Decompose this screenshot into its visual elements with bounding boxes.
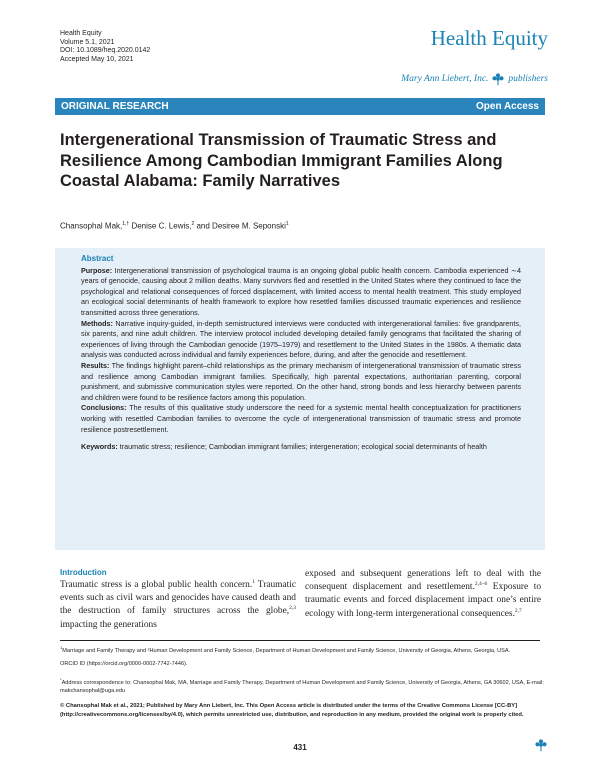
journal-meta	[60, 30, 150, 64]
keywords	[81, 442, 521, 453]
footnote-text: Marriage and Family Therapy and ²Human Development and Family Science, Department of Human Development and Family Science, University of Georgia, Athens, Georgia, USA.	[62, 647, 511, 654]
section-text: Intergenerational transmission of psychological trauma is an ongoing global public health concern. Cambodia experienced ∼4 years of genocide, causing about 2 million deaths. Many survivors fled and resettled in the United States where they continued to face the psychological and relational consequences of forced displacement, with limited access to mental health treatment. This study employed an ecological social determinants of health framework to explore how resettled families discussed traumatic experiences and resilience transmitted across three generations.	[81, 265, 521, 317]
citation: 2,7	[514, 607, 522, 614]
abstract-methods	[81, 319, 521, 361]
citation: 1	[252, 578, 255, 585]
journal-title: Health Equity	[430, 26, 548, 50]
meta-accepted: Accepted May 10, 2021	[60, 55, 134, 63]
intro-text: Exposure to traumatic events and forced displacement impact one’s entire ecology with long-term intergenerational consequences.	[305, 582, 542, 619]
section-text: The results of this qualitative study underscore the need for a systemic mental health conceptualization for practitioners working with resettled Cambodian families to overcome the cycle of intergenerational transmission of traumatic stress and promote resilience postresettlement.	[81, 403, 521, 434]
meta-doi: DOI: 10.1089/heq.2020.0142	[60, 47, 151, 55]
footnote-orcid	[60, 660, 545, 668]
flower-icon	[491, 72, 505, 86]
intro-left-column	[60, 568, 296, 632]
footnote-marker: *	[60, 677, 62, 682]
abstract-heading: Abstract	[81, 254, 114, 263]
license-statement: © Chansophal Mak et al., 2021; Published by Mary Ann Liebert, Inc. This Open Access article is distributed under the terms of the Creative Commons License [CC-BY] (http://creativecommons.org/licenses/by/4.0), which permits unrestricted use, distribution, and reproduction in any medium, provided the original work is properly cited.	[60, 703, 524, 718]
intro-text: Traumatic events such as civil wars and genocides have caused death and the destruction of family structures across the globe,	[60, 580, 296, 617]
section-label: Methods:	[81, 318, 113, 328]
abstract-results	[81, 361, 521, 403]
author-affiliation: 1,†	[122, 221, 130, 227]
abstract-purpose	[81, 266, 521, 319]
footnote-marker: 1	[60, 645, 63, 650]
abstract-box	[55, 248, 545, 550]
section-label: Results:	[81, 360, 110, 370]
author-name: and Desiree M. Seponski	[194, 221, 286, 231]
citation: 2,4–6	[474, 581, 488, 588]
meta-journal: Health Equity	[60, 30, 102, 37]
footnote-text: Address correspondence to: Chansophal Mak, MA, Marriage and Family Therapy, Department of Human Development and Family Science, University of Georgia, Athens, GA 30602, USA, E-mail: makchansophal@uga.edu	[60, 679, 544, 694]
section-banner	[55, 98, 545, 115]
abstract-conclusions	[81, 403, 521, 435]
open-access-label: Open Access	[476, 101, 539, 112]
footnote-correspondence	[60, 676, 545, 695]
page-number: 431	[293, 743, 307, 752]
intro-text: Traumatic stress is a global public health concern.	[60, 580, 253, 590]
intro-text: exposed and subsequent generations left to deal with the consequent displacement and resettlement.	[305, 569, 541, 593]
intro-text: impacting the generations	[60, 619, 157, 630]
citation: 2,3	[289, 605, 296, 612]
section-text: Narrative inquiry-guided, in-depth semistructured interviews were conducted with intergenerational families: five grandparents, six parents, and nine adult children. The interview protocol included developing detailed family genograms that facilitated the sharing of experiences of living through the Cambodian genocide (1975–1979) and resettlement to the United States in the 1980s. A thematic data analysis was conducted across individual and family experiences before, during, and after the genocide and resettlement.	[81, 318, 521, 360]
section-text: The findings highlight parent–child relationships as the primary mechanism of intergenerational transmission of traumatic stress and resilience among Cambodian immigrant families. Specifically, high parental expectations, authoritarian parenting, corporal punishment, and submissive communication styles were reported. On the other hand, strong bonds and less hierarchy between parents and children were found to be resilience factors among this population.	[81, 360, 521, 402]
author-affiliation: 1	[285, 221, 289, 227]
section-label: Conclusions:	[81, 403, 127, 413]
keywords-text: traumatic stress; resilience; Cambodian immigrant families; intergeneration; ecological social determinants of health	[117, 442, 487, 452]
flower-icon	[534, 738, 548, 752]
footnote-affiliations	[60, 644, 545, 655]
keywords-label: Keywords:	[81, 442, 118, 452]
author-name: Chansophal Mak,	[60, 221, 123, 231]
publisher-logo	[401, 72, 548, 86]
article-title: Intergenerational Transmission of Traumatic Stress and Resilience Among Cambodian Immigrant Families Along Coastal Alabama: Family Narratives	[60, 131, 503, 190]
footnote-divider	[60, 640, 540, 641]
publisher-name: Mary Ann Liebert, Inc.	[401, 74, 489, 84]
meta-volume: Volume 5.1, 2021	[60, 38, 115, 46]
article-type: ORIGINAL RESEARCH	[61, 101, 169, 112]
intro-heading: Introduction	[60, 568, 107, 577]
author-name: Denise C. Lewis,	[129, 221, 192, 231]
publisher-suffix: publishers	[508, 74, 548, 84]
author-affiliation: 2	[191, 221, 195, 227]
section-label: Purpose:	[81, 265, 113, 275]
footnote-text: ORCID ID (https://orcid.org/0000-0002-7742-7446).	[60, 661, 188, 667]
intro-right-column	[305, 568, 541, 621]
author-list	[60, 221, 289, 231]
